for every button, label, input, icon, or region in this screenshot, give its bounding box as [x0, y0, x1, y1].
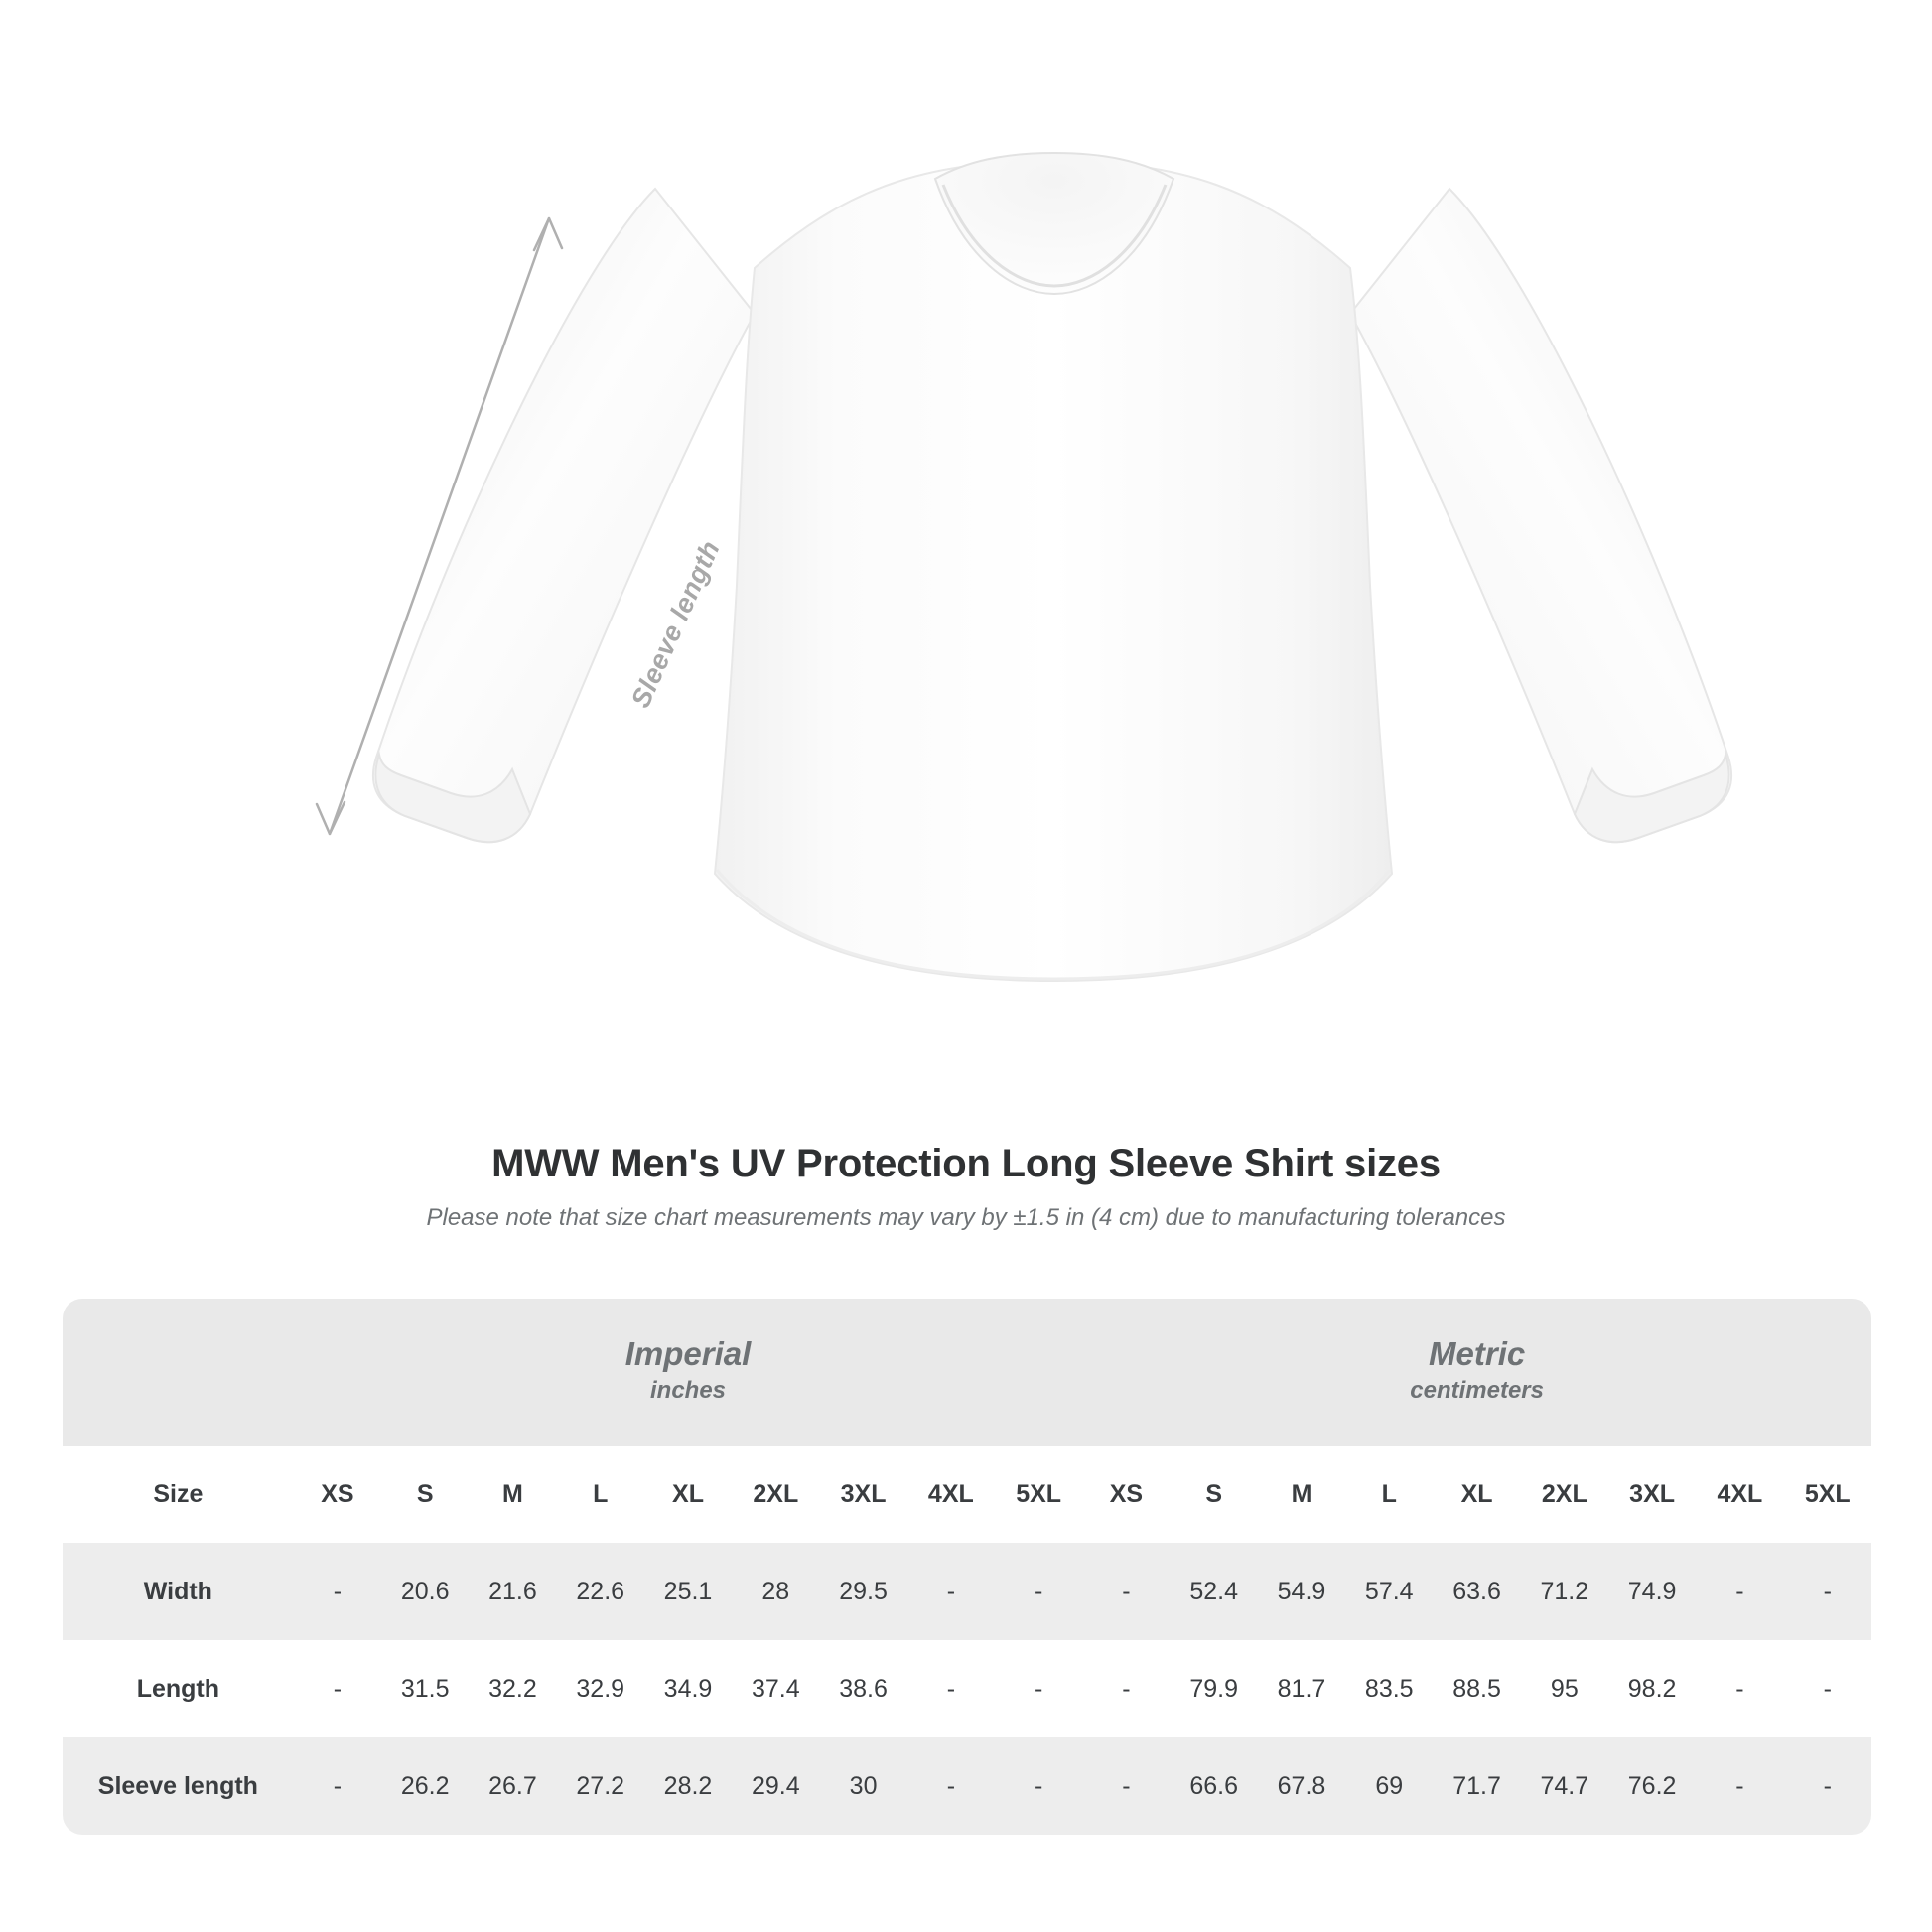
cell-sleeve-imperial-5xl: -	[995, 1737, 1082, 1835]
cell-sleeve-metric-xl: 71.7	[1433, 1737, 1520, 1835]
cell-width-imperial-5xl: -	[995, 1543, 1082, 1640]
cell-width-metric-m: 54.9	[1258, 1543, 1345, 1640]
cell-width-metric-4xl: -	[1696, 1543, 1783, 1640]
units-header-spacer	[63, 1299, 294, 1446]
cell-sleeve-metric-l: 69	[1345, 1737, 1433, 1835]
cell-sleeve-imperial-3xl: 30	[819, 1737, 906, 1835]
size-header-metric-2xl: 2XL	[1521, 1446, 1608, 1543]
size-header-metric-s: S	[1171, 1446, 1258, 1543]
cell-length-metric-5xl: -	[1784, 1640, 1871, 1737]
cell-length-metric-4xl: -	[1696, 1640, 1783, 1737]
size-header-imperial-xs: XS	[294, 1446, 381, 1543]
cell-sleeve-imperial-s: 26.2	[381, 1737, 469, 1835]
cell-length-imperial-5xl: -	[995, 1640, 1082, 1737]
units-header-row	[63, 1299, 1871, 1446]
size-header-imperial-xl: XL	[644, 1446, 732, 1543]
cell-width-metric-5xl: -	[1784, 1543, 1871, 1640]
cell-width-imperial-s: 20.6	[381, 1543, 469, 1640]
cell-length-imperial-m: 32.2	[469, 1640, 556, 1737]
cell-sleeve-metric-3xl: 76.2	[1608, 1737, 1696, 1835]
imperial-header	[294, 1299, 1083, 1446]
cell-width-imperial-3xl: 29.5	[819, 1543, 906, 1640]
cell-length-imperial-xl: 34.9	[644, 1640, 732, 1737]
cell-length-imperial-3xl: 38.6	[819, 1640, 906, 1737]
cell-sleeve-metric-2xl: 74.7	[1521, 1737, 1608, 1835]
cell-sleeve-metric-s: 66.6	[1171, 1737, 1258, 1835]
table-row	[63, 1640, 1871, 1737]
shirt-illustration	[328, 119, 1777, 1112]
cell-width-imperial-xl: 25.1	[644, 1543, 732, 1640]
cell-length-metric-xl: 88.5	[1433, 1640, 1520, 1737]
size-header-imperial-3xl: 3XL	[819, 1446, 906, 1543]
size-header-imperial-5xl: 5XL	[995, 1446, 1082, 1543]
row-label-sleeve-length: Sleeve length	[63, 1737, 294, 1835]
cell-sleeve-imperial-l: 27.2	[557, 1737, 644, 1835]
cell-width-metric-3xl: 74.9	[1608, 1543, 1696, 1640]
metric-unit-name: Metric	[1429, 1335, 1526, 1373]
metric-unit-sub: centimeters	[1410, 1376, 1544, 1404]
size-header-metric-xl: XL	[1433, 1446, 1520, 1543]
cell-sleeve-imperial-xs: -	[294, 1737, 381, 1835]
cell-length-metric-m: 81.7	[1258, 1640, 1345, 1737]
size-table	[63, 1299, 1871, 1835]
cell-width-imperial-4xl: -	[907, 1543, 995, 1640]
size-header-metric-m: M	[1258, 1446, 1345, 1543]
table-row	[63, 1737, 1871, 1835]
row-label-length: Length	[63, 1640, 294, 1737]
cell-sleeve-metric-4xl: -	[1696, 1737, 1783, 1835]
cell-length-metric-l: 83.5	[1345, 1640, 1433, 1737]
cell-width-metric-xs: -	[1082, 1543, 1170, 1640]
table-row	[63, 1543, 1871, 1640]
cell-length-metric-xs: -	[1082, 1640, 1170, 1737]
size-header-imperial-2xl: 2XL	[732, 1446, 819, 1543]
cell-width-imperial-xs: -	[294, 1543, 381, 1640]
cell-length-metric-2xl: 95	[1521, 1640, 1608, 1737]
metric-header	[1082, 1299, 1871, 1446]
cell-sleeve-imperial-xl: 28.2	[644, 1737, 732, 1835]
size-header-imperial-4xl: 4XL	[907, 1446, 995, 1543]
size-header-metric-3xl: 3XL	[1608, 1446, 1696, 1543]
size-header-imperial-s: S	[381, 1446, 469, 1543]
size-header-imperial-m: M	[469, 1446, 556, 1543]
tolerance-note: Please note that size chart measurements may vary by ±1.5 in (4 cm) due to manufacturing tolerances	[426, 1204, 1506, 1231]
cell-sleeve-metric-m: 67.8	[1258, 1737, 1345, 1835]
cell-length-imperial-l: 32.9	[557, 1640, 644, 1737]
cell-length-metric-s: 79.9	[1171, 1640, 1258, 1737]
cell-width-imperial-l: 22.6	[557, 1543, 644, 1640]
cell-sleeve-imperial-2xl: 29.4	[732, 1737, 819, 1835]
size-table-wrapper	[63, 1299, 1871, 1835]
cell-sleeve-metric-5xl: -	[1784, 1737, 1871, 1835]
cell-width-metric-s: 52.4	[1171, 1543, 1258, 1640]
size-header-metric-l: L	[1345, 1446, 1433, 1543]
cell-length-imperial-4xl: -	[907, 1640, 995, 1737]
cell-width-metric-2xl: 71.2	[1521, 1543, 1608, 1640]
cell-sleeve-imperial-4xl: -	[907, 1737, 995, 1835]
cell-length-imperial-s: 31.5	[381, 1640, 469, 1737]
cell-length-imperial-xs: -	[294, 1640, 381, 1737]
cell-sleeve-imperial-m: 26.7	[469, 1737, 556, 1835]
size-header-metric-xs: XS	[1082, 1446, 1170, 1543]
cell-length-metric-3xl: 98.2	[1608, 1640, 1696, 1737]
sleeve-length-annotation-label: Sleeve length	[625, 536, 726, 713]
size-label-cell: Size	[63, 1446, 294, 1543]
cell-length-imperial-2xl: 37.4	[732, 1640, 819, 1737]
row-label-width: Width	[63, 1543, 294, 1640]
imperial-unit-sub: inches	[650, 1376, 727, 1404]
page-title: MWW Men's UV Protection Long Sleeve Shirt sizes	[491, 1142, 1441, 1185]
cell-width-metric-xl: 63.6	[1433, 1543, 1520, 1640]
title-block	[0, 1142, 1932, 1232]
cell-width-imperial-2xl: 28	[732, 1543, 819, 1640]
cell-width-metric-l: 57.4	[1345, 1543, 1433, 1640]
cell-sleeve-metric-xs: -	[1082, 1737, 1170, 1835]
size-header-imperial-l: L	[557, 1446, 644, 1543]
cell-width-imperial-m: 21.6	[469, 1543, 556, 1640]
imperial-unit-name: Imperial	[624, 1335, 752, 1373]
size-header-row	[63, 1446, 1871, 1543]
size-header-metric-4xl: 4XL	[1696, 1446, 1783, 1543]
size-header-metric-5xl: 5XL	[1784, 1446, 1871, 1543]
